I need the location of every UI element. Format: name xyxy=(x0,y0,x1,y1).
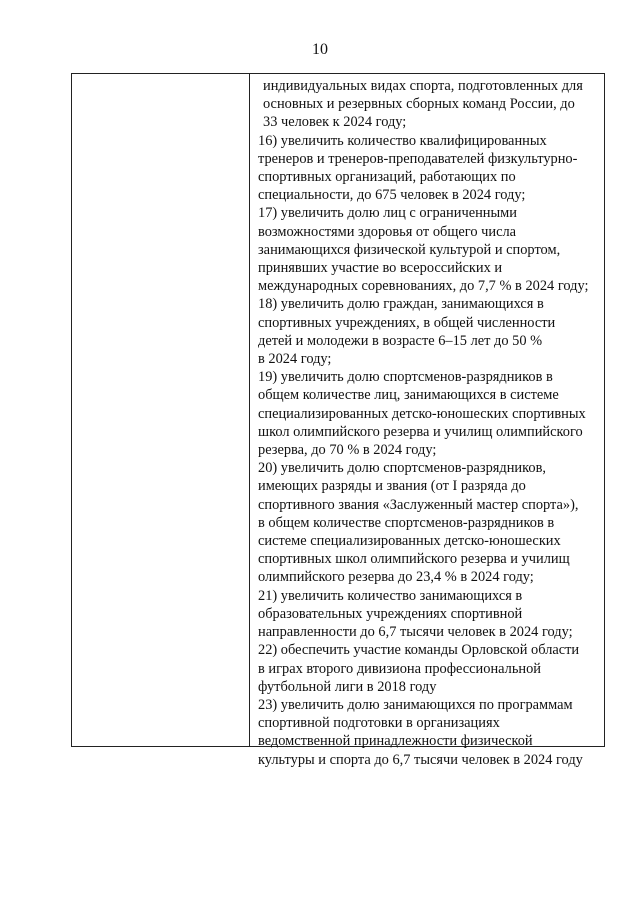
text-line: индивидуальных видах спорта, подготовленных для xyxy=(263,78,583,94)
text-line: специализированных детско-юношеских спортивных xyxy=(258,405,586,422)
text-line: 16) увеличить количество квалифицированных xyxy=(258,132,547,149)
text-line: имеющих разряды и звания (от I разряда до xyxy=(258,478,526,495)
text-line: 17) увеличить долю лиц с ограниченными xyxy=(258,205,517,222)
text-line: возможностями здоровья от общего числа xyxy=(258,223,517,240)
text-line: в общем количестве спортсменов-разрядников в xyxy=(258,514,555,531)
text-line: спортивных организаций, работающих по xyxy=(258,169,516,186)
text-line: тренеров и тренеров-преподавателей физкультурно- xyxy=(258,150,578,167)
text-line: ведомственной принадлежности физической xyxy=(258,733,533,750)
text-line: направленности до 6,7 тысячи человек в 2024 году; xyxy=(258,624,573,641)
text-line: 33 человек к 2024 году; xyxy=(263,114,407,131)
text-line: футбольной лиги в 2018 году xyxy=(258,678,437,695)
text-line: школ олимпийского резерва и училищ олимпийского xyxy=(258,423,583,440)
text-line: в играх второго дивизиона профессиональной xyxy=(258,660,542,677)
text-line: в 2024 году; xyxy=(258,351,332,368)
text-line: принявших участие во всероссийских и xyxy=(258,260,503,277)
text-line: спортивного звания «Заслуженный мастер спорта»), xyxy=(258,496,579,513)
text-line: занимающихся физической культурой и спортом, xyxy=(258,241,561,258)
left-table-cell xyxy=(72,74,249,746)
text-line: 20) увеличить долю спортсменов-разрядников, xyxy=(258,460,546,477)
text-line: спортивных школ олимпийского резерва и училищ xyxy=(258,551,570,568)
text-line: специальности, до 675 человек в 2024 году; xyxy=(258,187,526,204)
text-line: олимпийского резерва до 23,4 % в 2024 году; xyxy=(258,569,534,586)
text-line: спортивных учреждениях, в общей численности xyxy=(258,314,556,331)
text-line: 21) увеличить количество занимающихся в xyxy=(258,587,523,604)
right-table-cell xyxy=(258,77,606,769)
text-line: резерва, до 70 % в 2024 году; xyxy=(258,442,437,459)
text-line: 23) увеличить долю занимающихся по программам xyxy=(258,696,573,713)
text-line: основных и резервных сборных команд России, до xyxy=(263,96,575,113)
text-line: 19) увеличить долю спортсменов-разрядников в xyxy=(258,369,553,386)
text-line: 22) обеспечить участие команды Орловской области xyxy=(258,642,580,659)
text-line: 18) увеличить долю граждан, занимающихся в xyxy=(258,296,544,313)
text-line: детей и молодежи в возрасте 6–15 лет до 50 % xyxy=(258,332,543,349)
column-divider xyxy=(249,74,250,746)
text-line: системе специализированных детско-юношеских xyxy=(258,533,561,550)
text-line: общем количестве лиц, занимающихся в системе xyxy=(258,387,559,404)
text-line: спортивной подготовки в организациях xyxy=(258,715,500,732)
text-line: культуры и спорта до 6,7 тысячи человек в 2024 году xyxy=(258,751,583,768)
text-line: образовательных учреждениях спортивной xyxy=(258,605,523,622)
text-line: международных соревнованиях, до 7,7 % в 2024 году; xyxy=(258,278,589,295)
content-table xyxy=(71,73,605,768)
page-number: 10 xyxy=(312,41,328,58)
